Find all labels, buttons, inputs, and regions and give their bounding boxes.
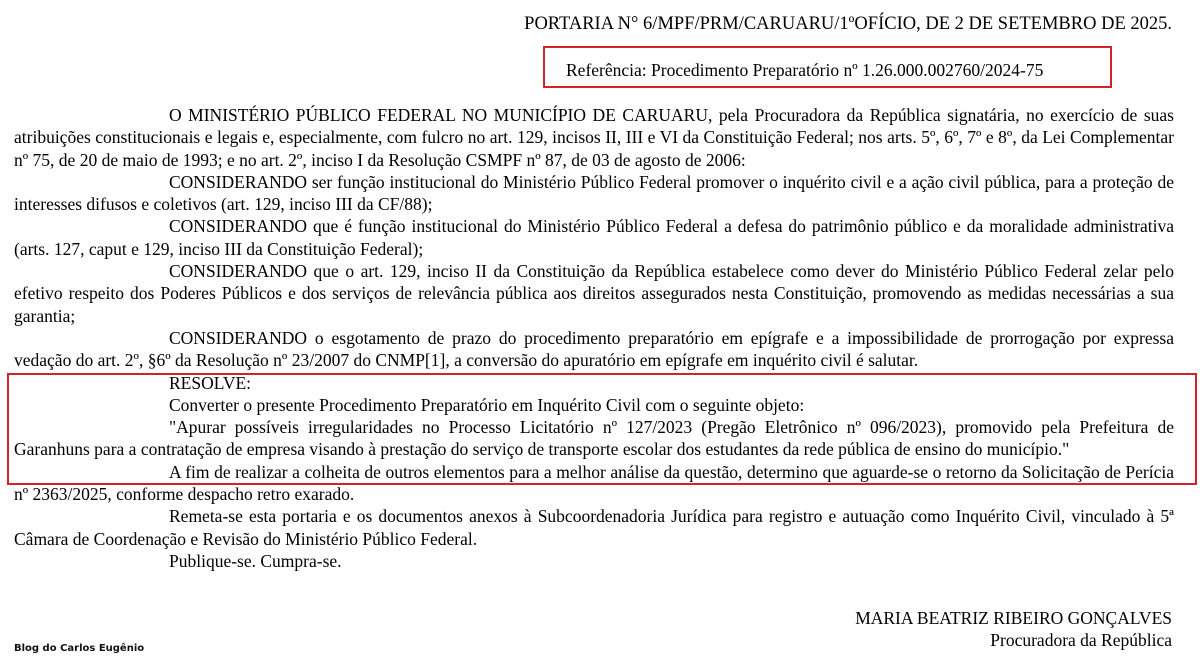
document-body xyxy=(14,104,1174,572)
signatory-role: Procuradora da República xyxy=(990,630,1172,650)
document-title: PORTARIA N° 6/MPF/PRM/CARUARU/1ºOFÍCIO, DE 2 DE SETEMBRO DE 2025. xyxy=(524,14,1172,34)
resolve-heading: RESOLVE: xyxy=(169,372,252,393)
resolve-highlight-box xyxy=(7,373,1197,485)
resolve-paragraph: Converter o presente Procedimento Preparatório em Inquérito Civil com o seguinte objeto: xyxy=(169,394,805,415)
object-paragraph: "Apurar possíveis irregularidades no Processo Licitatório nº 127/2023 (Pregão Eletrônico nº 096/2023), promovido pela Prefeitura de Garanhuns para a contratação de empresa visando à prestação do serviço de transporte escolar dos estudantes da rede pública de ensino do município." xyxy=(14,417,1174,460)
reference-line: Referência: Procedimento Preparatório nº 1.26.000.002760/2024-75 xyxy=(566,60,1044,80)
determination-paragraph: A fim de realizar a colheita de outros elementos para a melhor análise da questão, determino que aguarde-se o retorno da Solicitação de Perícia nº 2363/2025, conforme despacho retro exarado. xyxy=(14,461,1174,505)
closing-paragraph: Publique-se. Cumpra-se. xyxy=(169,550,342,571)
considerando-paragraph: CONSIDERANDO que o art. 129, inciso II da Constituição da República estabelece como dever do Ministério Público Federal zelar pelo efetivo respeito dos Poderes Públicos e dos serviços de relevância pública aos direitos assegurados nesta Constituição, promovendo as medidas necessárias a sua garantia; xyxy=(14,261,1174,326)
signatory-name: MARIA BEATRIZ RIBEIRO GONÇALVES xyxy=(855,608,1172,628)
referral-paragraph: Remeta-se esta portaria e os documentos anexos à Subcoordenadoria Jurídica para registro e autuação como Inquérito Civil, vinculado à 5ª Câmara de Coordenação e Revisão do Ministério Público Federal. xyxy=(14,506,1174,549)
considerando-paragraph: CONSIDERANDO que é função institucional do Ministério Público Federal a defesa do patrimônio público e da moralidade administrativa (arts. 127, caput e 129, inciso III da Constituição Federal); xyxy=(14,216,1174,259)
considerando-paragraph: CONSIDERANDO o esgotamento de prazo do procedimento preparatório em epígrafe e a impossibilidade de prorrogação por expressa vedação do art. 2º, §6º da Resolução nº 23/2007 do CNMP[1], a conversão do apuratório em epígrafe em inquérito civil é salutar. xyxy=(14,327,1174,371)
watermark-text: Blog do Carlos Eugênio xyxy=(14,643,145,654)
preamble-paragraph: O MINISTÉRIO PÚBLICO FEDERAL NO MUNICÍPIO DE CARUARU, pela Procuradora da República signatária, no exercício de suas atribuições constitucionais e legais e, especialmente, com fulcro no art. 129, incisos II, III e VI da Constituição Federal; nos arts. 5º, 6º, 7º e 8º, da Lei Complementar nº 75, de 20 de maio de 1993; e no art. 2º, inciso I da Resolução CSMPF nº 87, de 03 de agosto de 2006: xyxy=(14,105,1174,170)
considerando-paragraph: CONSIDERANDO ser função institucional do Ministério Público Federal promover o inquérito civil e a ação civil pública, para a proteção de interesses difusos e coletivos (art. 129, inciso III da CF/88); xyxy=(14,171,1174,215)
